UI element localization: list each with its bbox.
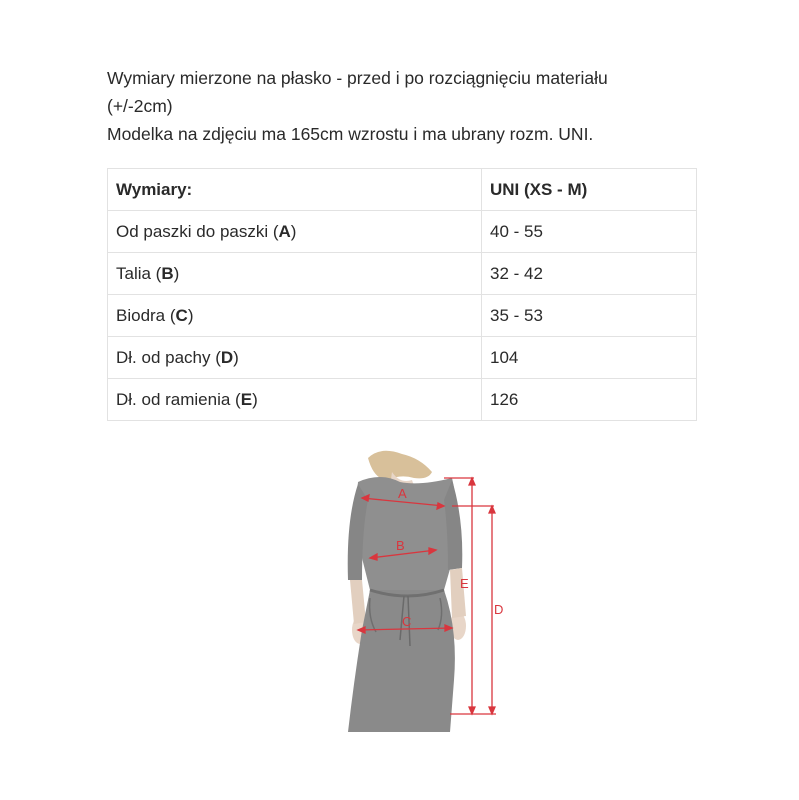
- measure-arrow-d-bottom: [489, 707, 495, 714]
- measure-label-a: A: [398, 486, 407, 501]
- measure-arrow-e-top: [469, 478, 475, 485]
- intro-line-3: Modelka na zdjęciu ma 165cm wzrostu i ma ubrany rozm. UNI.: [107, 124, 594, 144]
- table-header-row: [108, 169, 697, 211]
- table-row: [108, 211, 697, 253]
- table-row: [108, 253, 697, 295]
- measure-label-d: D: [494, 602, 504, 617]
- row-value: 126: [482, 379, 697, 421]
- row-label: Dł. od ramienia (E): [108, 379, 482, 421]
- header-size: UNI (XS - M): [482, 169, 697, 211]
- row-value: 40 - 55: [482, 211, 697, 253]
- dress-measurement-figure: [340, 450, 520, 734]
- table-row: [108, 295, 697, 337]
- row-value: 104: [482, 337, 697, 379]
- row-value: 32 - 42: [482, 253, 697, 295]
- measure-label-b: B: [396, 538, 405, 553]
- measure-arrow-d-top: [489, 506, 495, 513]
- row-label: Biodra (C): [108, 295, 482, 337]
- intro-line-1: Wymiary mierzone na płasko - przed i po rozciągnięciu materiału: [107, 68, 608, 88]
- measure-label-c: C: [402, 614, 412, 629]
- header-measurements: Wymiary:: [108, 169, 482, 211]
- measure-arrow-e-bottom: [469, 707, 475, 714]
- table-row: [108, 379, 697, 421]
- row-label: Dł. od pachy (D): [108, 337, 482, 379]
- measure-label-e: E: [460, 576, 469, 591]
- model-hair: [368, 451, 432, 480]
- model-left-forearm: [350, 580, 366, 624]
- intro-line-2: (+/-2cm): [107, 96, 173, 116]
- row-label: Od paszki do paszki (A): [108, 211, 482, 253]
- row-label: Talia (B): [108, 253, 482, 295]
- table-row: [108, 337, 697, 379]
- size-table: [107, 168, 697, 421]
- size-intro: [107, 64, 707, 148]
- row-value: 35 - 53: [482, 295, 697, 337]
